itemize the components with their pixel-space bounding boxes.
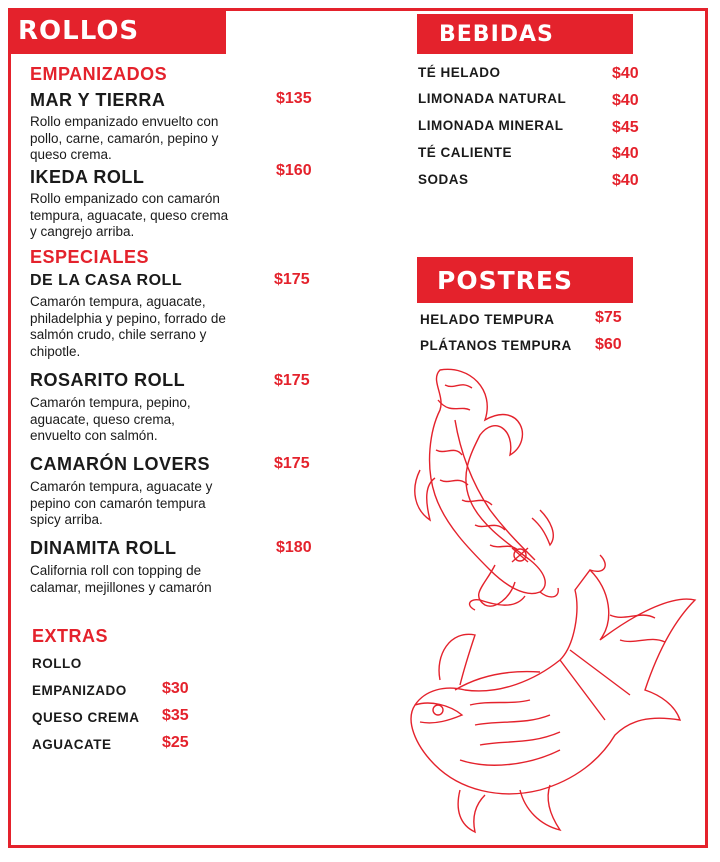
item-price: $135	[276, 90, 312, 107]
item-description	[30, 563, 212, 596]
desc-line: aguacate, queso crema,	[30, 411, 175, 427]
especiales-title: ESPECIALES	[30, 247, 150, 267]
dessert-price: $75	[595, 309, 622, 326]
desc-line: philadelphia y pepino, forrado de	[30, 310, 226, 326]
extra-name: AGUACATE	[32, 737, 112, 752]
drink-price: $40	[612, 92, 639, 109]
item-description	[30, 479, 212, 529]
item-price: $175	[274, 271, 310, 288]
dessert-name: HELADO TEMPURA	[420, 312, 555, 327]
desc-line: pepino con camarón tempura	[30, 495, 206, 511]
item-name: ROSARITO ROLL	[30, 370, 186, 390]
rollos-banner	[8, 8, 226, 54]
bebidas-banner-label: BEBIDAS	[439, 21, 554, 47]
item-name: CAMARÓN LOVERS	[30, 454, 211, 474]
desc-line: envuelto con salmón.	[30, 428, 158, 443]
postres-banner	[417, 257, 633, 303]
rollos-banner-label: ROLLOS	[18, 16, 140, 46]
desc-line: salmón crudo, chile serrano y	[30, 327, 207, 342]
desc-line: Camarón tempura, aguacate,	[30, 294, 206, 309]
desc-line: calamar, mejillones y camarón	[30, 579, 212, 595]
drink-name: LIMONADA MINERAL	[418, 118, 564, 133]
item-price: $160	[276, 162, 312, 179]
drink-name: TÉ CALIENTE	[418, 145, 513, 160]
desc-line: y cangrejo arriba.	[30, 224, 135, 239]
drink-name: LIMONADA NATURAL	[418, 91, 567, 106]
empanizados-title: EMPANIZADOS	[30, 64, 168, 84]
extras-title: EXTRAS	[32, 626, 109, 646]
drink-name: SODAS	[418, 172, 469, 187]
postres-banner-label: POSTRES	[437, 265, 573, 295]
upper-koi-icon	[415, 369, 558, 610]
desc-line: pollo, carne, camarón, pepino y	[30, 130, 219, 146]
item-name: MAR Y TIERRA	[30, 90, 166, 110]
dessert-name: PLÁTANOS TEMPURA	[420, 338, 572, 353]
item-name: DINAMITA ROLL	[30, 538, 177, 558]
desc-line: tempura, aguacate, queso crema	[30, 207, 229, 223]
desc-line: chipotle.	[30, 343, 81, 359]
extra-price: $35	[162, 707, 189, 724]
desc-line: spicy arriba.	[30, 512, 103, 527]
drink-price: $40	[612, 172, 639, 189]
desc-line: Rollo empanizado envuelto con	[30, 114, 219, 129]
desc-line: Camarón tempura, aguacate y	[30, 479, 213, 494]
desc-line: queso crema.	[30, 147, 112, 162]
item-price: $180	[276, 539, 312, 556]
dessert-price: $60	[595, 336, 622, 353]
item-description	[30, 294, 226, 360]
item-description	[30, 395, 191, 445]
bebidas-banner	[417, 14, 633, 54]
drink-name: TÉ HELADO	[418, 65, 501, 80]
extra-name: EMPANIZADO	[32, 683, 127, 698]
drink-price: $40	[612, 145, 639, 162]
item-description	[30, 191, 228, 241]
item-name: IKEDA ROLL	[30, 167, 145, 187]
extras-subtitle: ROLLO	[32, 656, 82, 671]
desc-line: Rollo empanizado con camarón	[30, 191, 220, 206]
koi-fish-icon	[400, 360, 700, 840]
extra-price: $30	[162, 680, 189, 697]
drink-price: $40	[612, 65, 639, 82]
desc-line: Camarón tempura, pepino,	[30, 395, 191, 410]
drink-price: $45	[612, 119, 639, 136]
extra-price: $25	[162, 734, 189, 751]
item-description	[30, 114, 218, 164]
desc-line: California roll con topping de	[30, 563, 202, 578]
item-price: $175	[274, 455, 310, 472]
item-price: $175	[274, 372, 310, 389]
item-name: DE LA CASA ROLL	[30, 272, 183, 289]
extra-name: QUESO CREMA	[32, 710, 140, 725]
